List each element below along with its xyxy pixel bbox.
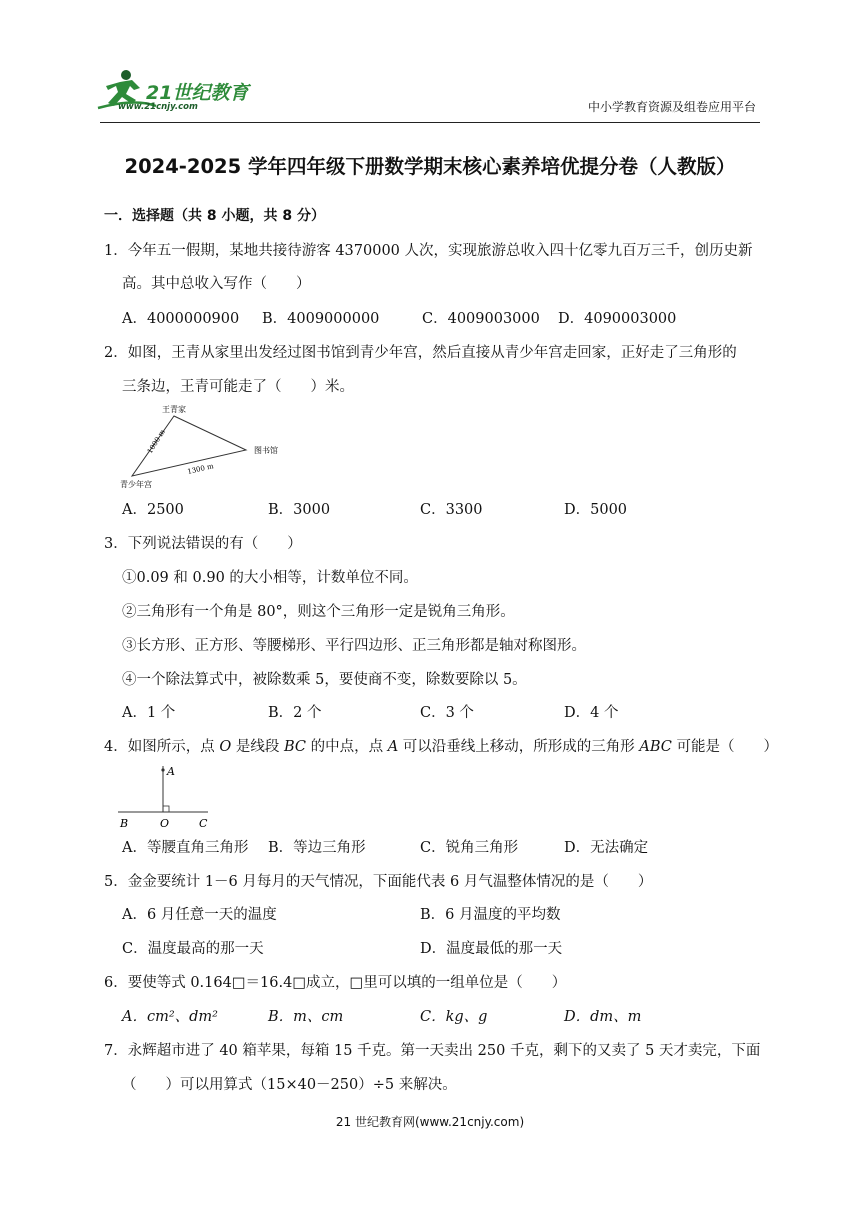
q6-stem: 6．要使等式 0.164□＝16.4□成立，□里可以填的一组单位是（ ） <box>104 975 567 991</box>
q3-statement-3: ③长方形、正方形、等腰梯形、平行四边形、正三角形都是轴对称图形。 <box>122 638 586 654</box>
q3-option-a[interactable]: A．1 个 <box>122 705 176 721</box>
platform-label: 中小学教育资源及组卷应用平台 <box>587 100 756 114</box>
q4-option-c[interactable]: C．锐角三角形 <box>420 840 519 856</box>
q2-label-home: 王青家 <box>162 405 186 414</box>
q1-option-d[interactable]: D．4090003000 <box>558 311 677 327</box>
logo-main-text: 21世纪教育 <box>146 82 249 104</box>
q4-label-c: C <box>199 817 208 830</box>
q4-perpendicular-figure <box>116 760 226 832</box>
q2-option-b[interactable]: B．3000 <box>268 502 331 518</box>
q3-statement-1: ①0.09 和 0.90 的大小相等，计数单位不同。 <box>122 570 418 586</box>
q6-option-b[interactable]: B．m、cm <box>268 1009 344 1025</box>
q5-option-d[interactable]: D．温度最低的那一天 <box>420 941 563 957</box>
q4-text-prefix: 4．如图所示，点 <box>104 739 220 755</box>
q4-option-b[interactable]: B．等边三角形 <box>268 840 366 856</box>
header-divider <box>100 122 760 123</box>
q2-triangle-figure <box>118 400 288 492</box>
q3-stem: 3．下列说法错误的有（ ） <box>104 536 302 552</box>
q3-option-b[interactable]: B．2 个 <box>268 705 322 721</box>
q4-text-mid1: 是线段 <box>231 739 284 755</box>
q3-statement-4: ④一个除法算式中，被除数乘 5，要使商不变，除数要除以 5。 <box>122 672 527 688</box>
q4-segment-bc: BC <box>283 739 306 755</box>
q4-text-mid3: 可以沿垂线上移动，所形成的三角形 <box>398 739 640 755</box>
q2-label-youth-palace: 青少年宫 <box>120 480 152 489</box>
q4-option-d[interactable]: D．无法确定 <box>564 840 649 856</box>
q2-label-edge-bottom: 1300 m <box>186 462 215 476</box>
q7-stem-line1: 7．永辉超市进了 40 箱苹果，每箱 15 千克。第一天卖出 250 千克，剩下的又卖了 5 天才卖完，下面 <box>104 1043 761 1059</box>
q5-stem: 5．金金要统计 1－6 月每月的天气情况，下面能代表 6 月气温整体情况的是（ ） <box>104 874 653 890</box>
q4-text-suffix: 可能是（ ） <box>671 739 779 755</box>
q2-stem-line2: 三条边，王青可能走了（ ）米。 <box>122 379 354 395</box>
q1-option-a[interactable]: A．4000000900 <box>122 311 240 327</box>
q4-point-a: A <box>387 739 399 755</box>
q1-stem-line2: 高。其中总收入写作（ ） <box>122 276 311 292</box>
q4-label-b: B <box>120 817 129 830</box>
q2-label-edge-left: 1000 m <box>145 428 167 456</box>
q6-option-d[interactable]: D．dm、m <box>564 1009 642 1025</box>
q5-option-b[interactable]: B．6 月温度的平均数 <box>420 907 561 923</box>
logo-url-text: www.21cnjy.com <box>118 102 198 112</box>
q5-option-c[interactable]: C．温度最高的那一天 <box>122 941 264 957</box>
q6-option-a[interactable]: A．cm²、dm² <box>122 1009 218 1025</box>
q7-stem-line2: （ ）可以用算式（15×40－250）÷5 来解决。 <box>122 1077 457 1093</box>
q3-option-c[interactable]: C．3 个 <box>420 705 474 721</box>
q1-option-b[interactable]: B．4009000000 <box>262 311 380 327</box>
q4-stem <box>104 737 778 757</box>
q3-statement-2: ②三角形有一个角是 80°，则这个三角形一定是锐角三角形。 <box>122 604 515 620</box>
site-logo[interactable] <box>96 66 266 116</box>
q4-option-a[interactable]: A．等腰直角三角形 <box>122 840 249 856</box>
q2-option-d[interactable]: D．5000 <box>564 502 628 518</box>
q2-option-a[interactable]: A．2500 <box>122 502 184 518</box>
q5-option-a[interactable]: A．6 月任意一天的温度 <box>122 907 277 923</box>
q4-label-a: A <box>167 765 175 778</box>
q1-stem-line1: 1．今年五一假期，某地共接待游客 4370000 人次，实现旅游总收入四十亿零九百万三千，创历史新 <box>104 243 753 259</box>
q6-option-c[interactable]: C．kg、g <box>420 1009 488 1025</box>
q4-triangle-abc: ABC <box>639 739 672 755</box>
page-footer[interactable]: 21 世纪教育网(www.21cnjy.com) <box>335 1115 525 1129</box>
q3-option-d[interactable]: D．4 个 <box>564 705 619 721</box>
q4-label-o: O <box>160 817 170 830</box>
q2-option-c[interactable]: C．3300 <box>420 502 483 518</box>
page-title: 2024-2025 学年四年级下册数学期末核心素养培优提分卷（人教版） <box>124 155 736 178</box>
q1-option-c[interactable]: C．4009003000 <box>422 311 540 327</box>
q4-text-mid2: 的中点，点 <box>305 739 388 755</box>
q2-label-library: 图书馆 <box>254 446 278 455</box>
section-heading: 一．选择题（共 8 小题，共 8 分） <box>104 208 325 224</box>
q2-stem-line1: 2．如图，王青从家里出发经过图书馆到青少年宫，然后直接从青少年宫走回家，正好走了三角形的 <box>104 345 737 361</box>
q4-point-o: O <box>219 739 232 755</box>
